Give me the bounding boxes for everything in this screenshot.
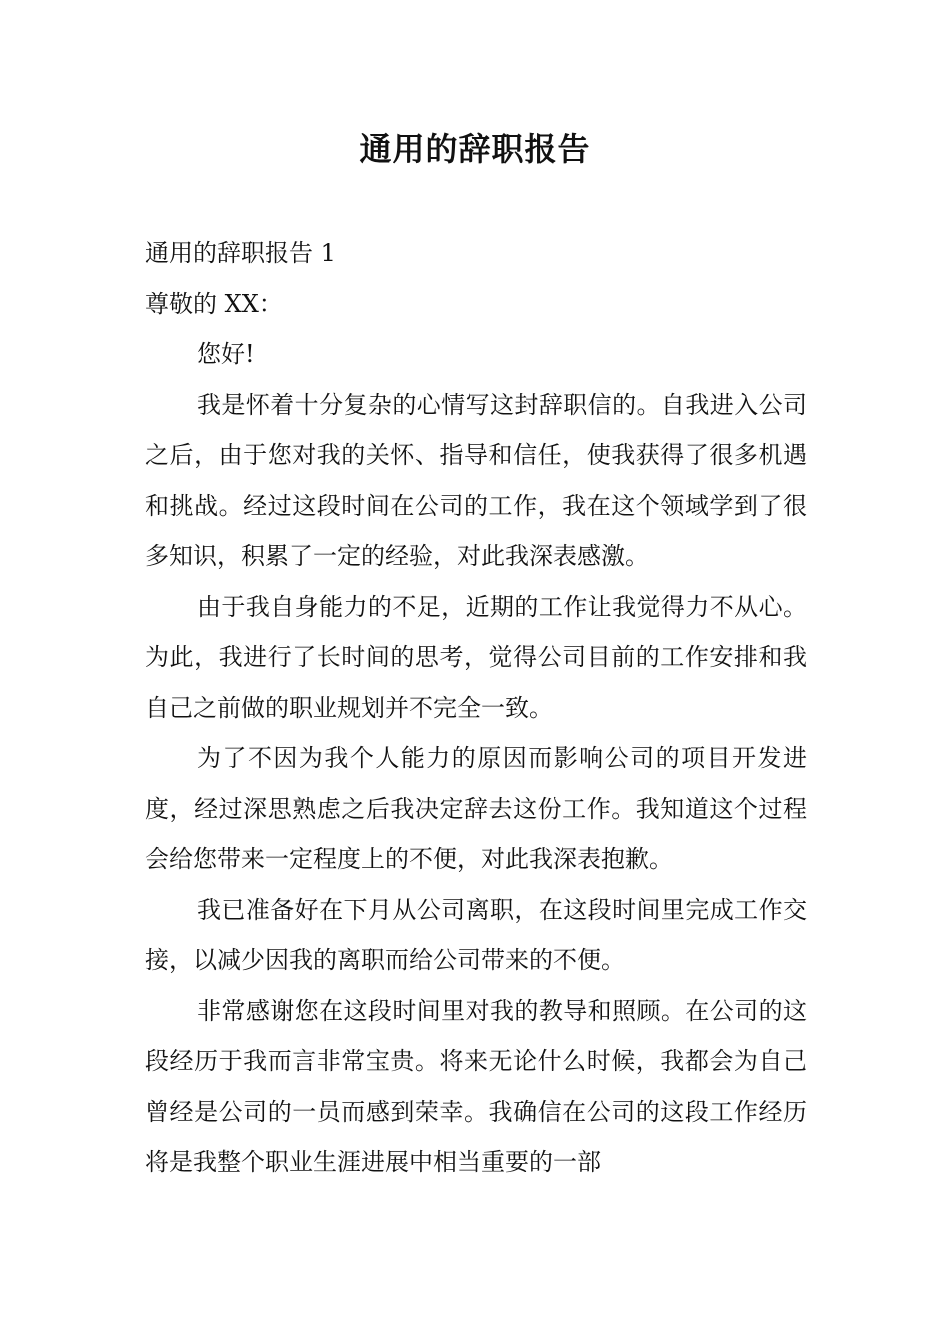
paragraph-3: 为了不因为我个人能力的原因而影响公司的项目开发进度，经过深思熟虑之后我决定辞去这份工作。我知道这个过程会给您带来一定程度上的不便，对此我深表抱歉。 — [145, 744, 807, 873]
document-title: 通用的辞职报告 — [359, 130, 591, 168]
paragraph-1: 我是怀着十分复杂的心情写这封辞职信的。自我进入公司之后，由于您对我的关怀、指导和信任，使我获得了很多机遇和挑战。经过这段时间在公司的工作，我在这个领域学到了很多知识，积累了一定的经验，对此我深表感激。 — [145, 390, 807, 570]
document-subtitle: 通用的辞职报告 1 — [145, 239, 336, 267]
paragraph-5: 非常感谢您在这段时间里对我的教导和照顾。在公司的这段经历于我而言非常宝贵。将来无论什么时候，我都会为自己曾经是公司的一员而感到荣幸。我确信在公司的这段工作经历将是我整个职业生涯进展中相当重要的一部 — [145, 996, 807, 1176]
paragraph-2: 由于我自身能力的不足，近期的工作让我觉得力不从心。为此，我进行了长时间的思考，觉得公司目前的工作安排和我自己之前做的职业规划并不完全一致。 — [145, 592, 807, 722]
paragraph-4: 我已准备好在下月从公司离职，在这段时间里完成工作交接，以减少因我的离职而给公司带来的不便。 — [145, 895, 807, 974]
greeting: 您好! — [197, 340, 255, 368]
salutation: 尊敬的 XX： — [145, 289, 283, 318]
document-body — [145, 228, 807, 1188]
